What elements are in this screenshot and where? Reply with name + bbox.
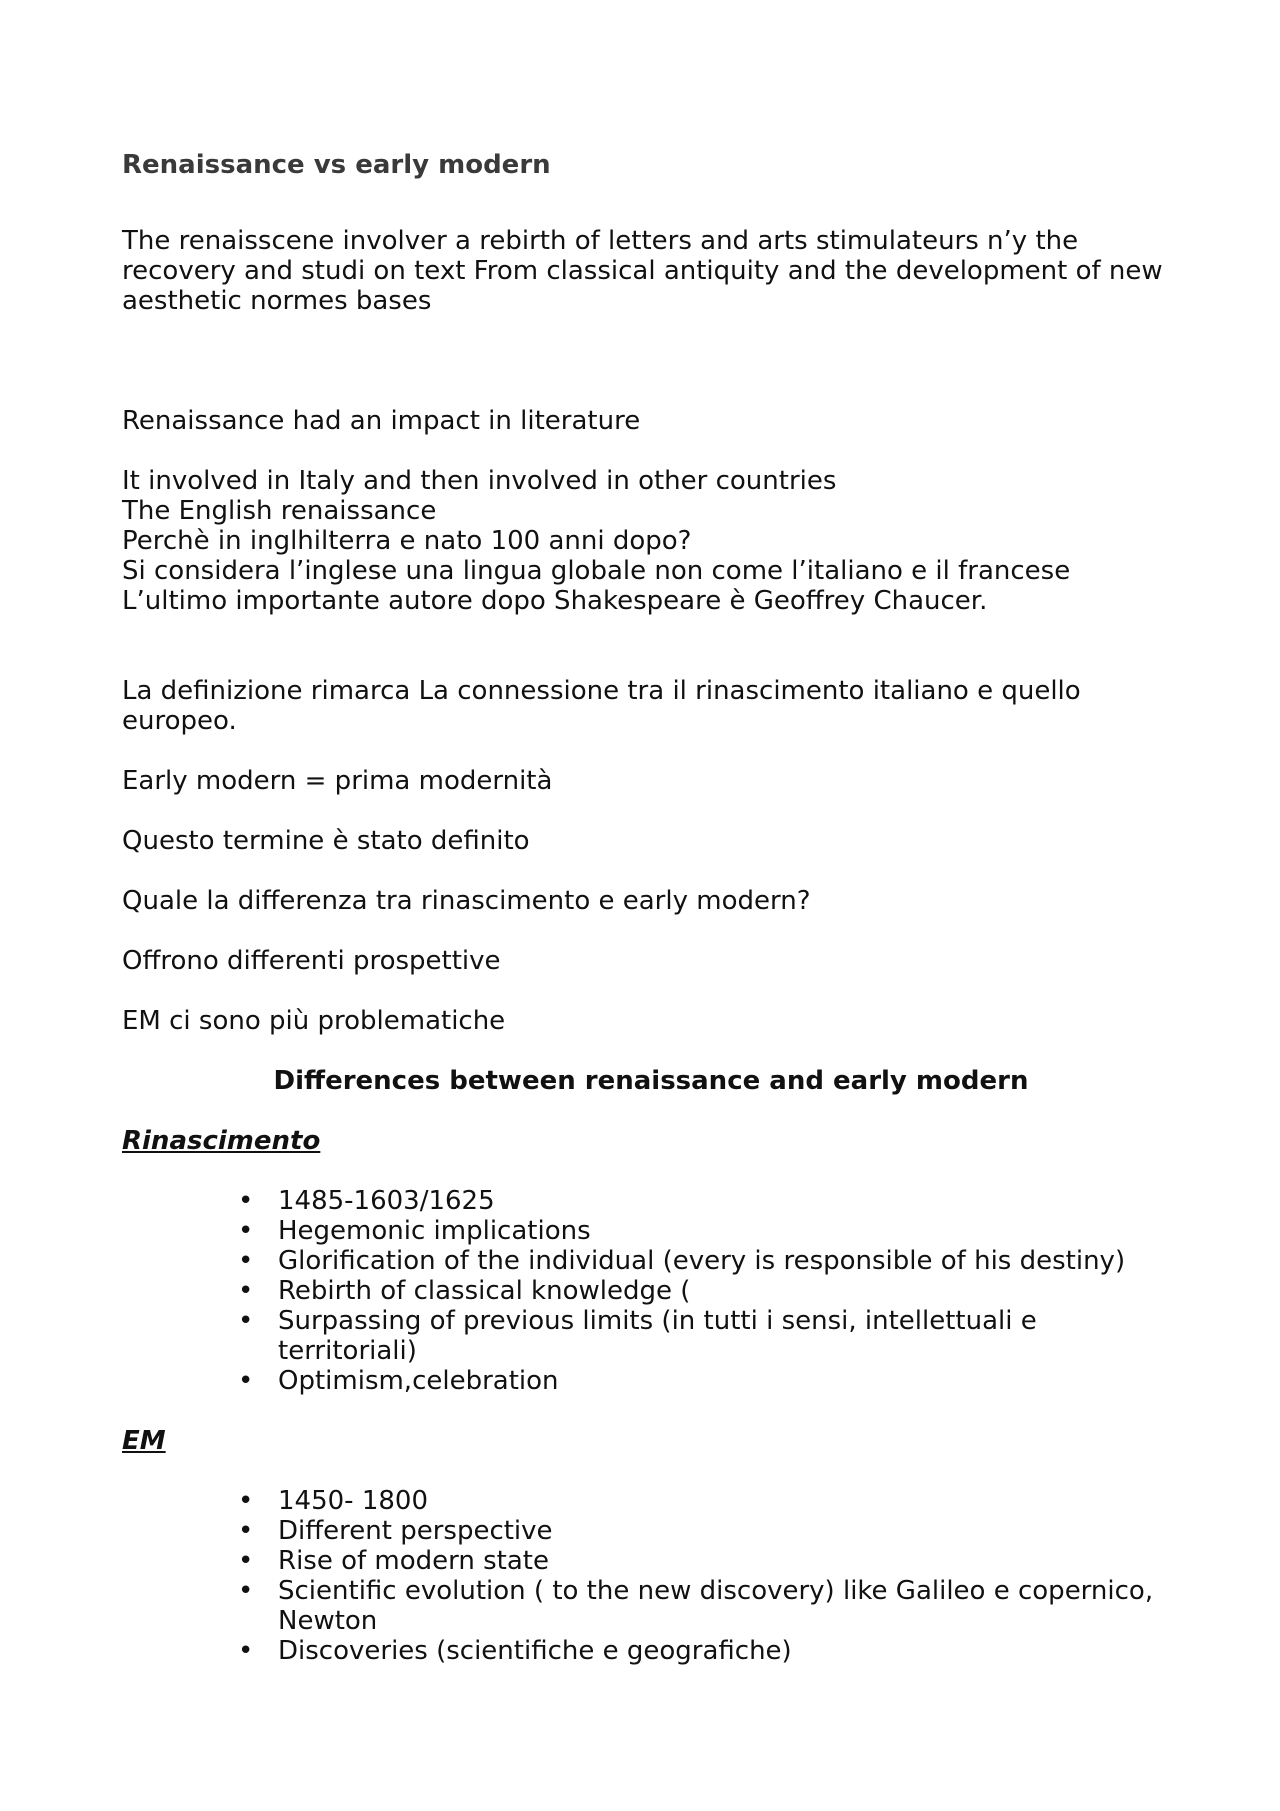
bullet-icon: • xyxy=(238,1276,254,1306)
list-item: • Scientific evolution ( to the new discovery) like Galileo e copernico, Newton xyxy=(238,1576,1154,1636)
list-item: • 1450- 1800 xyxy=(238,1486,428,1516)
differences-heading: Differences between renaissance and early modern xyxy=(273,1066,1029,1096)
list-item: • Glorification of the individual (every is responsible of his destiny) xyxy=(238,1246,1126,1276)
rinascimento-list xyxy=(122,1186,1180,1396)
bullet-icon: • xyxy=(238,1636,254,1666)
bullet-icon: • xyxy=(238,1186,254,1216)
quale-paragraph: Quale la differenza tra rinascimento e early modern? xyxy=(122,886,811,916)
text-line: Perchè in inglhilterra e nato 100 anni dopo? xyxy=(122,526,692,556)
em-list xyxy=(122,1486,1180,1666)
em-problem-paragraph: EM ci sono più problematiche xyxy=(122,1006,506,1036)
bullet-icon: • xyxy=(238,1516,254,1546)
text-line: It involved in Italy and then involved in other countries xyxy=(122,466,837,496)
document-title: Renaissance vs early modern xyxy=(122,150,551,180)
bullet-icon: • xyxy=(238,1576,254,1606)
bullet-icon: • xyxy=(238,1486,254,1516)
rinascimento-label: Rinascimento xyxy=(122,1126,321,1156)
italy-lines-block xyxy=(122,466,1180,616)
list-item: • Rebirth of classical knowledge ( xyxy=(238,1276,691,1306)
offrono-paragraph: Offrono differenti prospettive xyxy=(122,946,501,976)
impact-paragraph: Renaissance had an impact in literature xyxy=(122,406,641,436)
list-item: • Hegemonic implications xyxy=(238,1216,591,1246)
definizione-paragraph: La definizione rimarca La connessione tra il rinascimento italiano e quello europeo. xyxy=(122,676,1081,736)
em-label: EM xyxy=(122,1426,166,1456)
bullet-icon: • xyxy=(238,1216,254,1246)
bullet-icon: • xyxy=(238,1246,254,1276)
text-line: L’ultimo importante autore dopo Shakespeare è Geoffrey Chaucer. xyxy=(122,586,988,616)
bullet-icon: • xyxy=(238,1546,254,1576)
early-modern-paragraph: Early modern = prima modernità xyxy=(122,766,553,796)
bullet-icon: • xyxy=(238,1366,254,1396)
termine-paragraph: Questo termine è stato definito xyxy=(122,826,530,856)
list-item: • Discoveries (scientifiche e geografiche) xyxy=(238,1636,792,1666)
text-line: Si considera l’inglese una lingua globale non come l’italiano e il francese xyxy=(122,556,1071,586)
list-item: • 1485-1603/1625 xyxy=(238,1186,495,1216)
intro-paragraph: The renaisscene involver a rebirth of letters and arts stimulateurs n’y the recovery and studi on text From classical antiquity and the development of new aesthetic normes bases xyxy=(122,226,1163,316)
list-item: • Optimism,celebration xyxy=(238,1366,559,1396)
text-line: The English renaissance xyxy=(122,496,437,526)
bullet-icon: • xyxy=(238,1306,254,1336)
list-item: • Surpassing of previous limits (in tutti i sensi, intellettuali e territoriali) xyxy=(238,1306,1037,1366)
list-item: • Different perspective xyxy=(238,1516,553,1546)
list-item: • Rise of modern state xyxy=(238,1546,549,1576)
